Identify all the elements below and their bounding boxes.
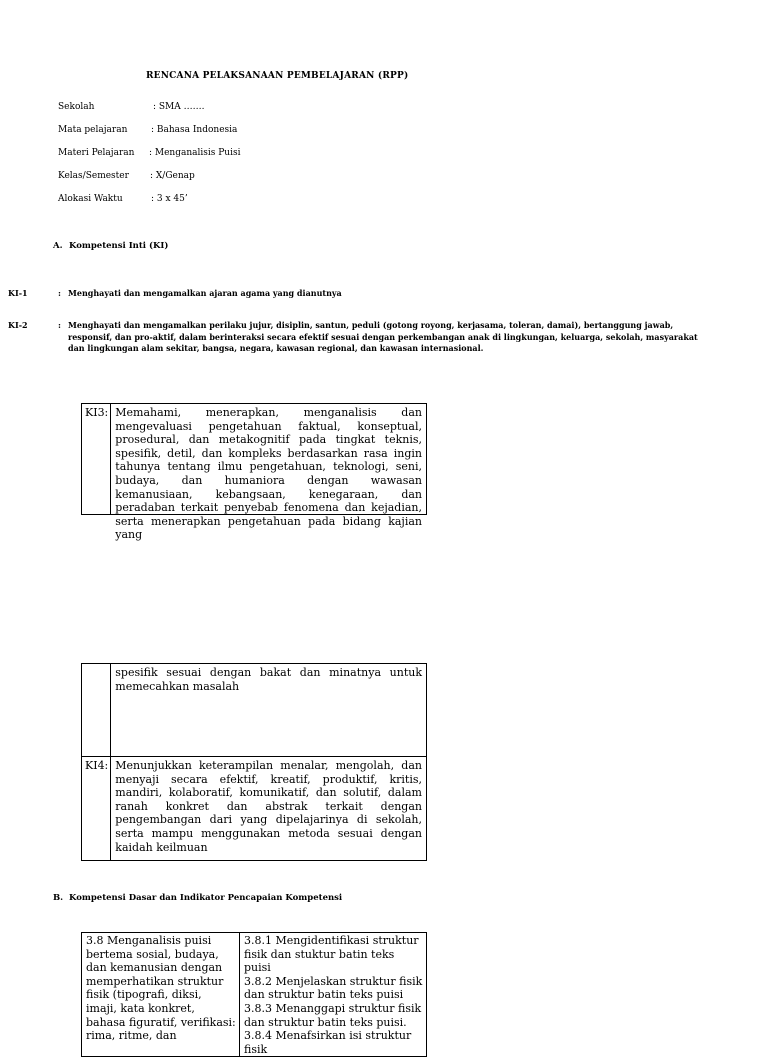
ki-label-cell (82, 757, 111, 861)
section-marker: A. (53, 241, 63, 251)
section-title: Kompetensi Dasar dan Indikator Pencapaian Kompetensi (69, 893, 343, 903)
section-marker: B. (53, 893, 64, 903)
ki-colon: : (58, 288, 61, 298)
identity-value: : 3 x 45’ (151, 194, 188, 204)
kd-indicator: 3.8.4 Menafsirkan isi struktur fisik (244, 1029, 412, 1056)
identity-label: Alokasi Waktu (58, 194, 123, 204)
identity-label: Materi Pelajaran (58, 148, 135, 158)
ki-text-cell (111, 664, 427, 757)
kd-basic-text: 3.8 Menganalisis puisi bertema sosial, budaya, dan kemanusian dengan memperhatikan struktur fisik (tipografi, diksi, imaji, kata konkret, bahasa figuratif, verifikasi: rima, ritme, dan (86, 934, 236, 1043)
kd-indicator: 3.8.2 Menjelaskan struktur fisik dan struktur batin teks puisi (244, 974, 423, 1002)
table-row (82, 404, 427, 515)
ki-3-4-table (81, 663, 427, 861)
ki-label-cell (82, 664, 111, 757)
identity-value: : Bahasa Indonesia (151, 125, 238, 135)
identity-value: : Menganalisis Puisi (149, 148, 241, 158)
ki-text: Menghayati dan mengamalkan ajaran agama yang dianutnya (68, 288, 342, 298)
ki-label: KI4: (85, 759, 109, 772)
ki-text-cell (111, 757, 427, 861)
ki-text: Menghayati dan mengamalkan perilaku jujur, disiplin, santun, peduli (gotong royong, kerjasama, toleran, damai), bertanggung jawab, responsif, dan pro-aktif, dalam berinteraksi secara efektif sesuai dengan perkembangan anak di lingkungan, keluarga, sekolah, masyarakat dan lingkungan alam sekitar, bangsa, negara, kawasan regional, dan kawasan internasional. (68, 320, 698, 353)
identity-value: : SMA ……. (153, 102, 205, 112)
ki-3-table (81, 403, 427, 542)
ki-label-cell (82, 404, 111, 515)
identity-label: Mata pelajaran (58, 125, 128, 135)
identity-label: Kelas/Semester (58, 171, 129, 181)
table-row (82, 757, 427, 861)
ki-text: Memahami, menerapkan, menganalisis dan mengevaluasi pengetahuan faktual, konseptual, prosedural, dan metakognitif pada tingkat teknis, spesifik, detil, dan kompleks berdasarkan rasa ingin tahunya tentang ilmu pengetahuan, teknologi, seni, budaya, dan humaniora dengan wawasan kemanusiaan, kebangsaan, kenegaraan, dan peradaban terkait penyebab fenomena dan kejadian, serta menerapkan pengetahuan pada bidang kajian yang (115, 406, 422, 542)
ki-colon: : (58, 320, 61, 330)
identity-value: : X/Genap (150, 171, 195, 181)
ki-label: KI-1 (8, 288, 28, 298)
ki-text: Menunjukkan keterampilan menalar, mengolah, dan menyaji secara efektif, kreatif, produktif, kritis, mandiri, kolaboratif, komunikatif, dan solutif, dalam ranah konkret dan abstrak terkait dengan pengembangan dari yang dipelajarinya di sekolah, serta mampu menggunakan metoda sesuai dengan kaidah keilmuan (115, 759, 422, 854)
kd-table (81, 932, 427, 1057)
document-title: RENCANA PELAKSANAAN PEMBELAJARAN (RPP) (146, 71, 409, 81)
section-title: Kompetensi Inti (KI) (69, 241, 169, 251)
kd-indicator: 3.8.3 Menanggapi struktur fisik dan struktur batin teks puisi. (244, 1001, 422, 1029)
section-b-heading (53, 893, 342, 903)
kd-indicator: 3.8.1 Mengidentifikasi struktur fisik dan stuktur batin teks puisi (244, 934, 419, 975)
ki-label: KI-2 (8, 320, 28, 330)
ki-text-cell (111, 404, 427, 542)
table-row (82, 933, 427, 1057)
ki-text: spesifik sesuai dengan bakat dan minatnya untuk memecahkan masalah (115, 666, 422, 693)
table-row (82, 664, 427, 757)
kd-indicator-cell (240, 933, 427, 1057)
kd-basic-cell (82, 933, 240, 1057)
ki-label: KI3: (85, 406, 109, 419)
identity-label: Sekolah (58, 102, 95, 112)
section-a-heading (53, 241, 168, 251)
